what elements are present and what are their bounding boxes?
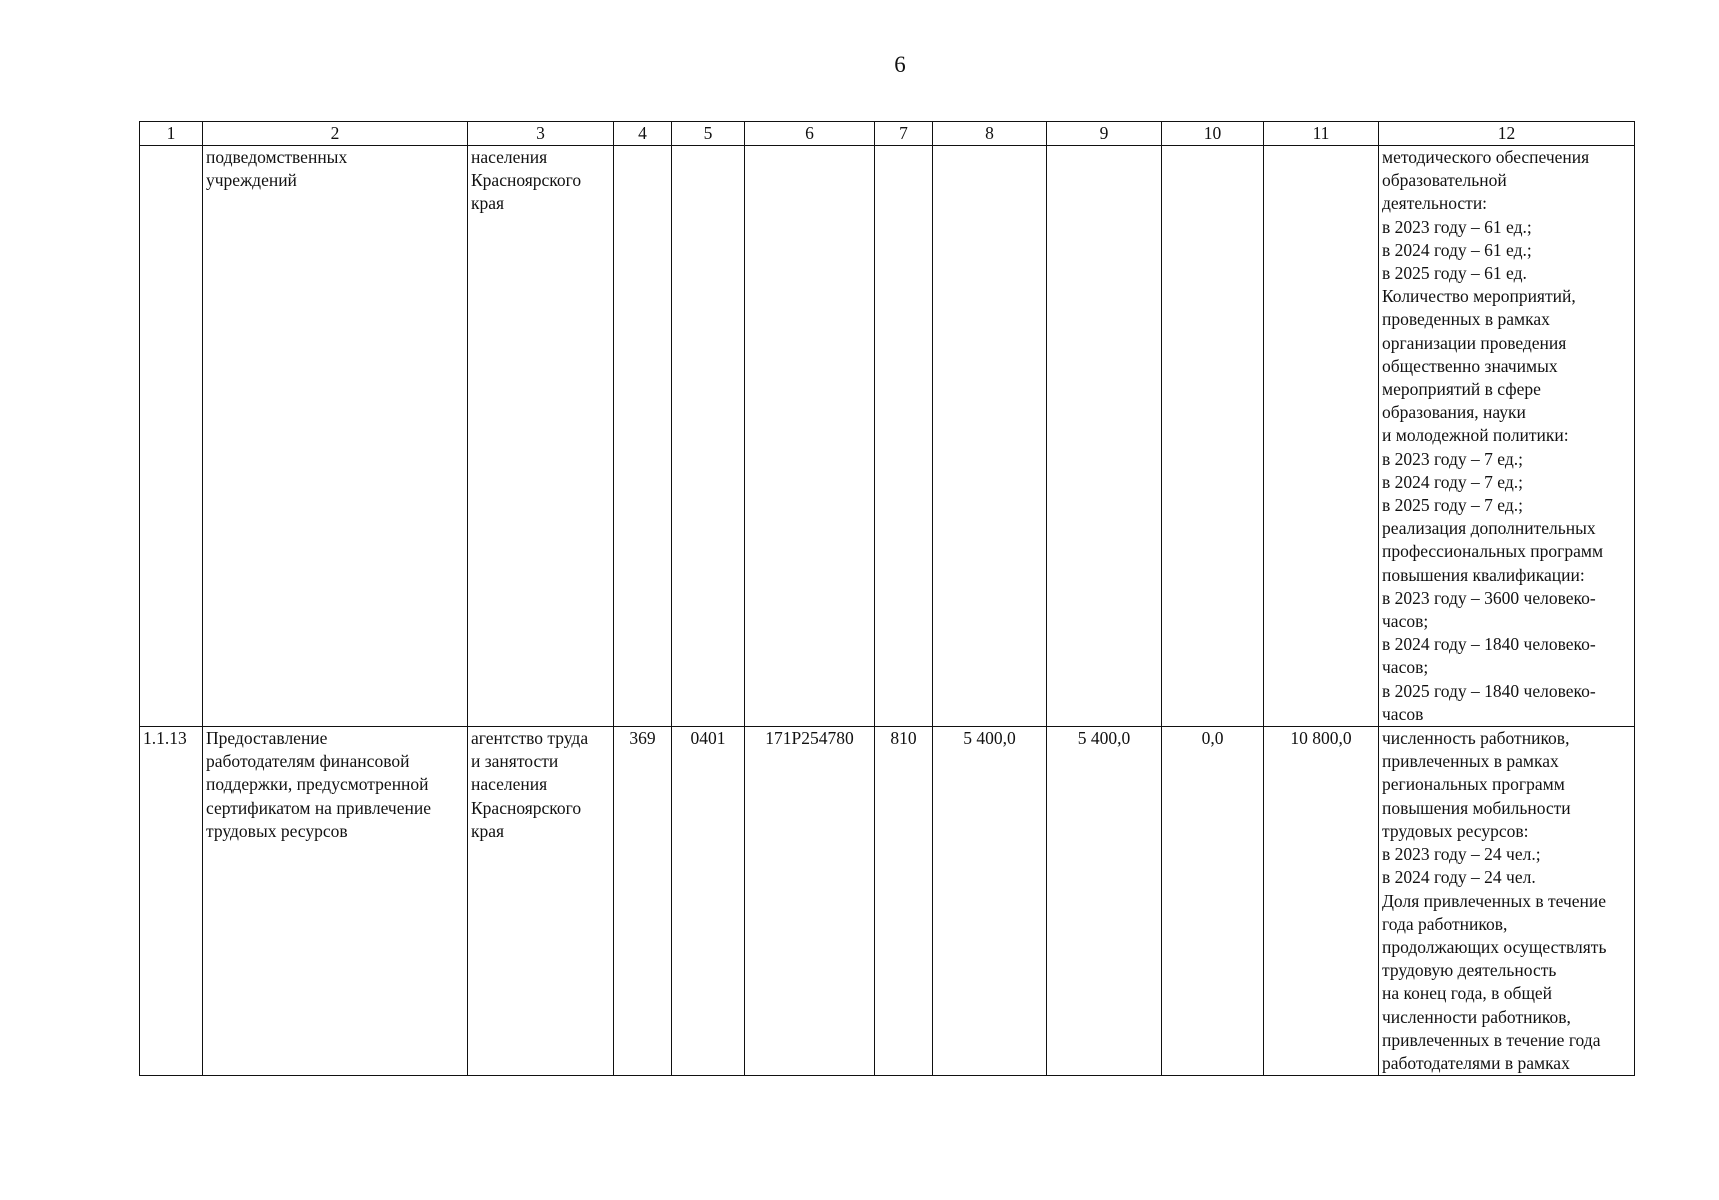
expense-type-cell: 810 xyxy=(875,727,933,1076)
expense-type-cell xyxy=(875,146,933,727)
amount-cell: 0,0 xyxy=(1162,727,1264,1076)
amount-cell xyxy=(1162,146,1264,727)
measure-name-cell: Предоставление работодателям финансовой поддержки, предусмотренной сертификатом на привлечение трудовых ресурсов xyxy=(203,727,468,1076)
page-number: 6 xyxy=(894,52,906,77)
executor-cell: агентство труда и занятости населения Красноярского края xyxy=(468,727,614,1076)
column-number: 11 xyxy=(1264,122,1379,146)
column-number: 4 xyxy=(614,122,672,146)
column-number: 6 xyxy=(745,122,875,146)
column-number: 7 xyxy=(875,122,933,146)
column-number: 8 xyxy=(933,122,1047,146)
executor-cell: населения Красноярского края xyxy=(468,146,614,727)
target-article-cell xyxy=(745,146,875,727)
budget-table xyxy=(139,121,1635,1076)
column-number: 9 xyxy=(1047,122,1162,146)
section-cell xyxy=(672,146,745,727)
amount-cell xyxy=(1047,146,1162,727)
total-amount-cell xyxy=(1264,146,1379,727)
column-number: 10 xyxy=(1162,122,1264,146)
amount-cell: 5 400,0 xyxy=(933,727,1047,1076)
expected-result-cell: методического обеспечения образовательной деятельности: в 2023 году – 61 ед.; в 2024 году – 61 ед.; в 2025 году – 61 ед. Количество мероприятий, проведенных в рамках организации проведения общественно значимых мероприятий в сфере образования, науки и молодежной политики: в 2023 году – 7 ед.; в 2024 году – 7 ед.; в 2025 году – 7 ед.; реализация дополнительных профессиональных программ повышения квалификации: в 2023 году – 3600 человеко- часов; в 2024 году – 1840 человеко- часов; в 2025 году – 1840 человеко- часов xyxy=(1379,146,1635,727)
amount-cell xyxy=(933,146,1047,727)
section-cell: 0401 xyxy=(672,727,745,1076)
code-cell: 369 xyxy=(614,727,672,1076)
item-number-cell: 1.1.13 xyxy=(140,727,203,1076)
column-number: 2 xyxy=(203,122,468,146)
column-number-row xyxy=(140,122,1635,146)
column-number: 12 xyxy=(1379,122,1635,146)
total-amount-cell: 10 800,0 xyxy=(1264,727,1379,1076)
column-number: 5 xyxy=(672,122,745,146)
amount-cell: 5 400,0 xyxy=(1047,727,1162,1076)
table-row xyxy=(140,146,1635,727)
table-row xyxy=(140,727,1635,1076)
measure-name-cell: подведомственных учреждений xyxy=(203,146,468,727)
code-cell xyxy=(614,146,672,727)
expected-result-cell: численность работников, привлеченных в рамках региональных программ повышения мобильности трудовых ресурсов: в 2023 году – 24 чел.; в 2024 году – 24 чел. Доля привлеченных в течение года работников, продолжающих осуществлять трудовую деятельность на конец года, в общей численности работников, привлеченных в течение года работодателями в рамках xyxy=(1379,727,1635,1076)
column-number: 1 xyxy=(140,122,203,146)
item-number-cell xyxy=(140,146,203,727)
target-article-cell: 171Р254780 xyxy=(745,727,875,1076)
column-number: 3 xyxy=(468,122,614,146)
